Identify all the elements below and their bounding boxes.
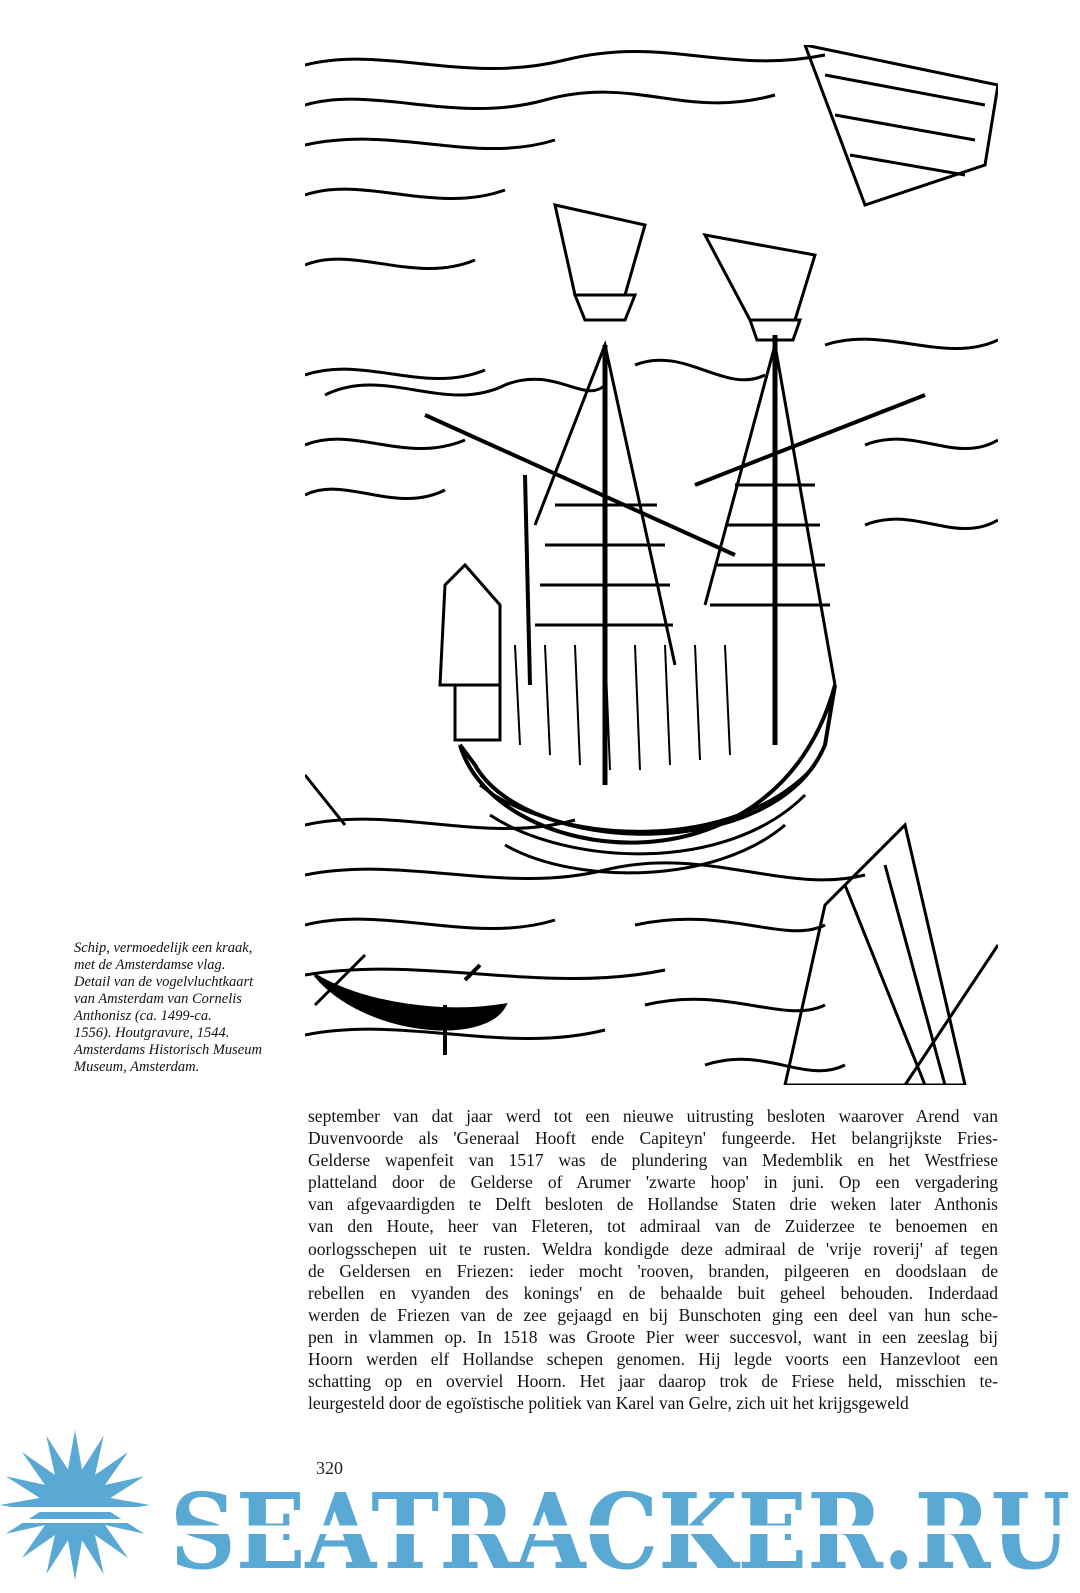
caption-line: Detail van de vogelvluchtkaart	[74, 974, 254, 990]
body-line: leurgesteld door de egoïstische politiek van Karel van Gelre, zich uit het krijgsgeweld	[308, 1393, 909, 1414]
body-line: de Geldersen en Friezen: ieder mocht 'rooven, branden, pilgeeren en doodslaan de	[308, 1260, 998, 1281]
body-line: platteland door de Gelderse of Arumer 'zwarte hoop' in juni. Op een vergadering	[308, 1172, 998, 1193]
caption-line: Schip, vermoedelijk een kraak,	[74, 940, 253, 956]
watermark-text: SEATRACKER.RU	[170, 1470, 1070, 1593]
caption-line: met de Amsterdamse vlag.	[74, 957, 226, 973]
sun-icon	[0, 1430, 155, 1580]
ship-woodcut-svg	[305, 45, 998, 1085]
body-line: schatting op en overviel Hoorn. Het jaar daarop trok de Friese held, misschien te-	[308, 1371, 998, 1392]
body-line: Gelderse wapenfeit van 1517 was de plundering van Medemblik en het Westfriese	[308, 1150, 998, 1171]
seatracker-watermark	[0, 1420, 1080, 1593]
caption-line: 1556). Houtgravure, 1544.	[74, 1025, 230, 1041]
body-line: september van dat jaar werd tot een nieuwe uitrusting besloten waarover Arend van	[308, 1106, 998, 1126]
page-number: 320	[316, 1458, 343, 1478]
body-line: oorlogsschepen uit te rusten. Weldra kondigde deze admiraal de 'vrije roverij' af tegen	[308, 1238, 998, 1259]
ship-woodcut-illustration	[305, 45, 998, 1085]
body-paragraph	[308, 1105, 998, 1414]
body-line: rebellen en vyanden des konings' en de behaalde buit geheel behouden. Inderdaad	[308, 1282, 998, 1303]
body-line: werden de Friezen van de zee gejaagd en bij Bunschoten ging een deel van hun sche-	[308, 1304, 998, 1325]
caption-line: Museum, Amsterdam.	[74, 1059, 200, 1075]
caption-line: van Amsterdam van Cornelis	[74, 991, 242, 1007]
caption-line: Anthonisz (ca. 1499-ca.	[74, 1008, 212, 1024]
caption-line: Amsterdams Historisch Museum	[74, 1042, 262, 1058]
watermark-svg	[0, 1420, 1080, 1593]
body-line: Duvenvoorde als 'Generaal Hooft ende Capiteyn' fungeerde. Het belangrijkste Fries-	[308, 1128, 998, 1149]
figure-caption	[74, 940, 304, 1076]
body-line: van afgevaardigden te Delft besloten de Hollandse Staten drie weken later Anthonis	[308, 1194, 998, 1215]
body-line: pen in vlammen op. In 1518 was Groote Pier weer succesvol, want in een zeeslag bij	[308, 1326, 998, 1347]
body-line: van den Houte, heer van Fleteren, tot admiraal van de Zuiderzee te benoemen en	[308, 1216, 998, 1237]
body-line: Hoorn werden elf Hollandse schepen genomen. Hij legde voorts een Hanzevloot een	[308, 1349, 998, 1370]
